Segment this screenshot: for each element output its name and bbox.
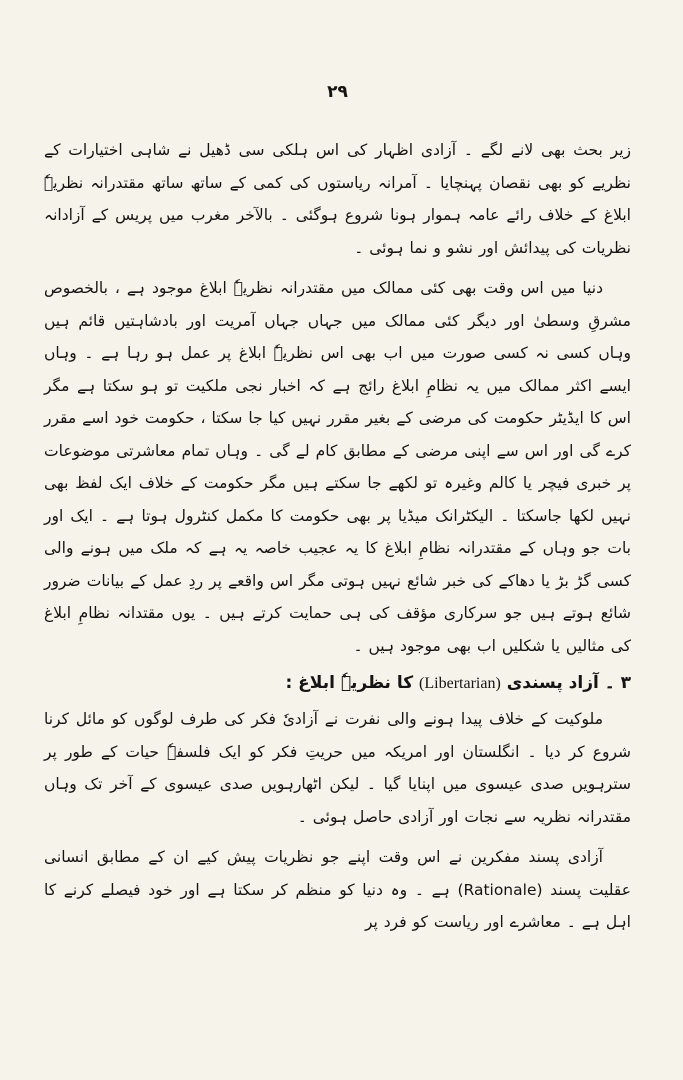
section-heading-latin: (Libertarian) xyxy=(419,675,501,692)
page-number: ۲۹ xyxy=(327,82,348,102)
paragraph: ملوکیت کے خلاف پیدا ہونے والی نفرت نے آزادیٗ فکر کی طرف لوگوں کو مائل کرنا شروع کر دیا ۔ انگلستان اور امریکہ میں حریتِ فکر کو ایک فلسفہٗ حیات کے طور پر سترہویں صدی عیسوی میں اپنایا گیا ۔ لیکن اٹھارہویں صدی عیسوی کے آخر تک وہاں مقتدرانہ نظریہ سے نجات اور آزادی حاصل ہوئی ۔ xyxy=(44,710,631,826)
paragraph: زیر بحث بھی لانے لگے ۔ آزادی اظہار کی اس ہلکی سی ڈھیل نے شاہی اختیارات کے نظریے کو بھی نقصان پہنچایا ۔ آمرانہ ریاستوں کی کمی کے ساتھ ساتھ مقتدرانہ نظریہٗ ابلاغ کے خلاف رائے عامہ ہموار ہونا شروع ہوگئی ۔ بالآخر مغرب میں پریس کے آزادانہ نظریات کی پیدائش اور نشو و نما ہوئی ۔ xyxy=(44,141,631,257)
section-heading-prefix: ۳ ۔ آزاد پسندی xyxy=(506,673,631,693)
paragraph: آزادی پسند مفکرین نے اس وقت اپنے جو نظریات پیش کیے ان کے مطابق انسانی عقلیت پسند (Rationale) ہے ۔ وہ دنیا کو منظم کر سکتا ہے اور خود فیصلے کرنے کا اہل ہے ۔ معاشرے اور ریاست کو فرد پر xyxy=(44,848,631,931)
section-heading-suffix: کا نظریہٗ ابلاغ : xyxy=(285,673,414,693)
paragraph: دنیا میں اس وقت بھی کئی ممالک میں مقتدرانہ نظریہٗ ابلاغ موجود ہے ، بالخصوص مشرقِ وسطیٰ اور دیگر کئی ممالک میں جہاں جہاں آمریت اور بادشاہتیں قائم ہیں وہاں کسی نہ کسی صورت میں اب بھی اس نظریہٗ ابلاغ پر عمل ہو رہا ہے ۔ وہاں ایسے اکثر ممالک میں یہ نظامِ ابلاغ رائج ہے کہ اخبار نجی ملکیت تو ہو سکتا ہے مگر اس کا ایڈیٹر حکومت کی مرضی کے بغیر مقرر نہیں کیا جا سکتا ، حکومت خود اسے مقرر کرے گی اور اس سے اپنی مرضی کے مطابق کام لے گی ۔ وہاں تمام معاشرتی موضوعات پر خبری فیچر یا کالم وغیرہ تو لکھے جا سکتے ہیں مگر حکومت کے خلاف ایک لفظ بھی نہیں لکھا جاسکتا ۔ الیکٹرانک میڈیا پر بھی حکومت کا مکمل کنٹرول ہوتا ہے ۔ ایک اور بات جو وہاں کے مقتدرانہ نظامِ ابلاغ کا یہ عجیب خاصہ یہ ہے کہ ملک میں ہونے والی کسی گڑ بڑ یا دھاکے کی خبر شائع نہیں ہوتی مگر اس واقعے پر ردِ عمل کے بیانات ضرور شائع ہوتے ہیں جو سرکاری مؤقف کی ہی حمایت کرتے ہیں ۔ یوں مقتدانہ نظامِ ابلاغ کی مثالیں یا شکلیں اب بھی موجود ہیں ۔ xyxy=(44,279,631,655)
section-heading xyxy=(44,666,631,701)
